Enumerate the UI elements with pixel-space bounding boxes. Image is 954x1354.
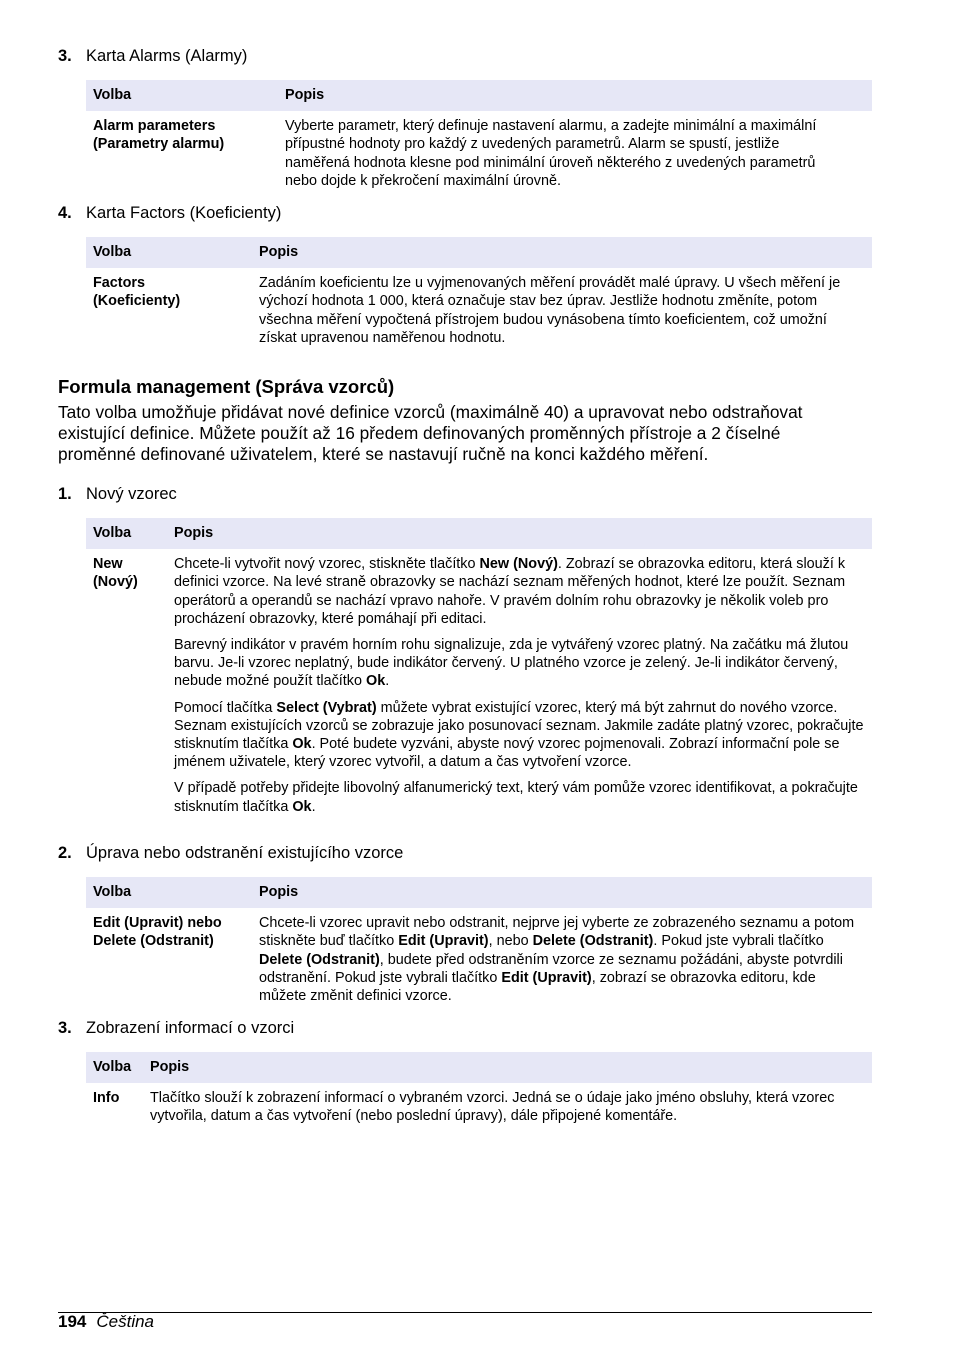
table-row xyxy=(86,549,872,816)
option-description xyxy=(167,549,872,816)
column-header: Popis xyxy=(278,80,872,111)
step-edit-delete xyxy=(58,844,403,863)
option-name: Edit (Upravit) nebo Delete (Odstranit) xyxy=(93,915,222,950)
step-info xyxy=(58,1019,294,1038)
column-header: Popis xyxy=(143,1052,872,1083)
table-header-row xyxy=(86,237,872,268)
step-label: Nový vzorec xyxy=(86,485,177,503)
option-name: New (Nový) xyxy=(93,556,138,591)
option-name: Info xyxy=(93,1090,120,1107)
step-label: Úprava nebo odstranění existujícího vzorce xyxy=(86,844,404,862)
footer-language: Čeština xyxy=(96,1312,155,1331)
column-header: Popis xyxy=(252,237,872,268)
table-row xyxy=(86,111,872,190)
page-footer xyxy=(58,1312,154,1332)
option-description: Zadáním koeficientu lze u vyjmenovaných měření provádět malé úpravy. U všech měření je výchozí hodnota 1 000, která označuje stav bez úprav. Jestliže hodnotu změníte, potom všechna měření vypočtená přístrojem budou vynásobena tímto koeficientem, což umožní získat upravenou naměřenou hodnotu. xyxy=(259,275,841,346)
column-header: Volba xyxy=(86,1052,143,1083)
step-number: 2. xyxy=(58,844,72,862)
option-description: Tlačítko slouží k zobrazení informací o vybraném vzorci. Jedná se o údaje jako jméno obsluhy, která vzorec vytvořila, datum a čas vytvoření (nebo poslední úpravy), dále připojené komentáře. xyxy=(150,1090,835,1125)
info-table xyxy=(86,1052,872,1126)
option-description xyxy=(252,908,872,1005)
step-new-formula xyxy=(58,485,177,504)
option-description: Vyberte parametr, který definuje nastavení alarmu, a zadejte minimální a maximální přípustné hodnoty pro každý z uvedených parametrů. Alarm se spustí, jestliže naměřená hodnota klesne pod minimální úroveň některého z uvedených parametrů nebo dojde k překročení maximální úrovně. xyxy=(285,118,817,189)
section-intro: Tato volba umožňuje přidávat nové definice vzorců (maximálně 40) a upravovat nebo odstraňovat existující definice. Můžete použít až 16 předem definovaných proměnných přístroje a 2 číselné proměnné definované uživatelem, které se nastavují ručně na konci každého měření. xyxy=(58,402,803,464)
new-formula-table xyxy=(86,518,872,816)
table-row xyxy=(86,908,872,1005)
edit-delete-table xyxy=(86,877,872,1005)
description-paragraph: Chcete-li vytvořit nový vzorec, stiskněte tlačítko New (Nový). Zobrazí se obrazovka editoru, která slouží k definici vzorce. Na levé straně obrazovky se nachází seznam měřených hodnot, které lze použít. Seznam operátorů a operandů se nachází vpravo nahoře. V pravém dolním rohu obrazovky je několik voleb pro procházení obrazovky, které pomáhají při editaci. xyxy=(174,556,846,627)
option-name: Factors (Koeficienty) xyxy=(93,275,181,310)
description-paragraph: Barevný indikátor v pravém horním rohu signalizuje, zda je vytvářený vzorec platný. Na začátku má žlutou barvu. Je-li vzorec neplatný, bude indikátor červený. U platného vzorce je zelený. Je-li indikátor červený, nebude možné použít tlačítko Ok. xyxy=(174,637,849,690)
column-header: Popis xyxy=(167,518,872,549)
table-header-row xyxy=(86,518,872,549)
step-label: Karta Factors (Koeficienty) xyxy=(86,204,282,222)
table-header-row xyxy=(86,80,872,111)
column-header: Volba xyxy=(86,877,252,908)
step-number: 1. xyxy=(58,485,72,503)
step-label: Zobrazení informací o vzorci xyxy=(86,1019,295,1037)
footer-divider xyxy=(58,1312,872,1313)
step-number: 3. xyxy=(58,47,72,65)
option-name: Alarm parameters (Parametry alarmu) xyxy=(93,118,225,153)
step-number: 3. xyxy=(58,1019,72,1037)
table-header-row xyxy=(86,877,872,908)
description-paragraph: Pomocí tlačítka Select (Vybrat) můžete vybrat existující vzorec, který má být zahrnut do nového vzorce. Seznam existujících vzorců se zobrazuje jako posunovací seznam. Jakmile zadáte platný vzorec, pokračujte stisknutím tlačítka Ok. Poté budete vyzváni, abyste nový vzorec pojmenovali. Zobrazí informační pole se jménem uživatele, který vzorec vytvořil, a datum a čas vytvoření vzorce. xyxy=(174,699,864,771)
step-label: Karta Alarms (Alarmy) xyxy=(86,47,248,65)
step-alarms xyxy=(58,47,247,66)
section-title: Formula management (Správa vzorců) xyxy=(58,376,395,397)
page-number: 194 xyxy=(58,1312,87,1331)
table-row xyxy=(86,268,872,347)
table-row xyxy=(86,1083,872,1125)
description-paragraph: Chcete-li vzorec upravit nebo odstranit, nejprve jej vyberte ze zobrazeného seznamu a potom stiskněte buď tlačítko Edit (Upravit), nebo Delete (Odstranit). Pokud jste vybrali tlačítko Delete (Odstranit), budete před odstraněním vzorce ze seznamu požádáni, abyste potvrdili odstranění. Pokud jste vybrali tlačítko Edit (Upravit), zobrazí se obrazovka editoru, kde můžete změnit definici vzorce. xyxy=(259,915,855,1005)
step-number: 4. xyxy=(58,204,72,222)
alarms-table xyxy=(86,80,872,190)
factors-table xyxy=(86,237,872,347)
column-header: Volba xyxy=(86,237,252,268)
table-header-row xyxy=(86,1052,872,1083)
column-header: Volba xyxy=(86,518,167,549)
step-factors xyxy=(58,204,281,223)
column-header: Popis xyxy=(252,877,872,908)
description-paragraph: V případě potřeby přidejte libovolný alfanumerický text, který vám pomůže vzorec identifikovat, a pokračujte stisknutím tlačítka Ok. xyxy=(174,780,858,815)
column-header: Volba xyxy=(86,80,278,111)
